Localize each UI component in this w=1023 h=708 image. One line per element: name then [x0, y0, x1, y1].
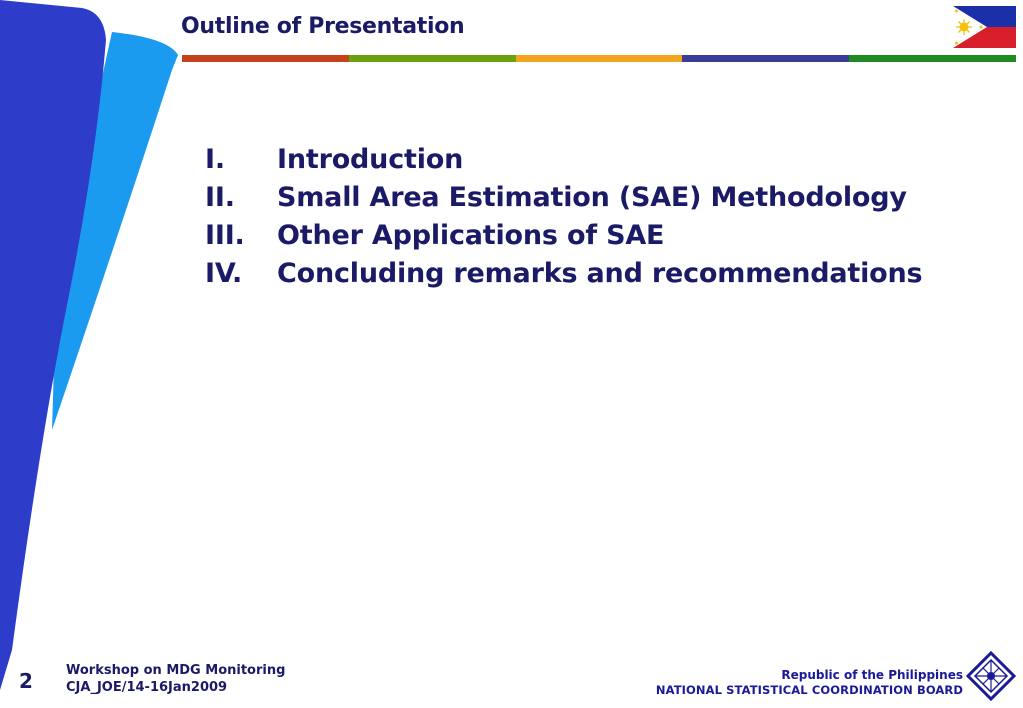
- accent-segment-green: [349, 55, 516, 62]
- outline-number: I.: [205, 144, 225, 175]
- outline-number: III.: [205, 220, 245, 251]
- outline-text: Other Applications of SAE: [277, 220, 665, 251]
- outline-item: [205, 255, 922, 293]
- footer-agency: NATIONAL STATISTICAL COORDINATION BOARD: [655, 683, 963, 697]
- footer-workshop-title: Workshop on MDG Monitoring: [66, 663, 286, 678]
- footer-workshop-info: [66, 662, 285, 696]
- outline-text: Small Area Estimation (SAE) Methodology: [277, 182, 907, 213]
- outline-text: Concluding remarks and recommendations: [277, 258, 923, 289]
- accent-color-bar: [182, 55, 1016, 62]
- accent-segment-orange: [516, 55, 683, 62]
- outline-item: [205, 179, 922, 217]
- accent-segment-blue: [682, 55, 849, 62]
- footer-republic: Republic of the Philippines: [781, 668, 963, 682]
- accent-segment-darkgreen: [849, 55, 1016, 62]
- side-decoration: [0, 0, 200, 708]
- page-number: 2: [19, 669, 33, 693]
- outline-text: Introduction: [277, 144, 464, 175]
- footer-code: CJA_JOE/14-16Jan2009: [66, 680, 228, 695]
- nscb-logo-icon: [966, 651, 1016, 701]
- outline-list: [205, 141, 922, 293]
- accent-segment-red: [182, 55, 349, 62]
- footer-agency-info: [656, 668, 963, 698]
- slide-title: Outline of Presentation: [181, 14, 465, 39]
- outline-number: II.: [205, 182, 235, 213]
- outline-item: [205, 217, 922, 255]
- philippine-flag-icon: [953, 6, 1016, 48]
- outline-item: [205, 141, 922, 179]
- outline-number: IV.: [205, 258, 243, 289]
